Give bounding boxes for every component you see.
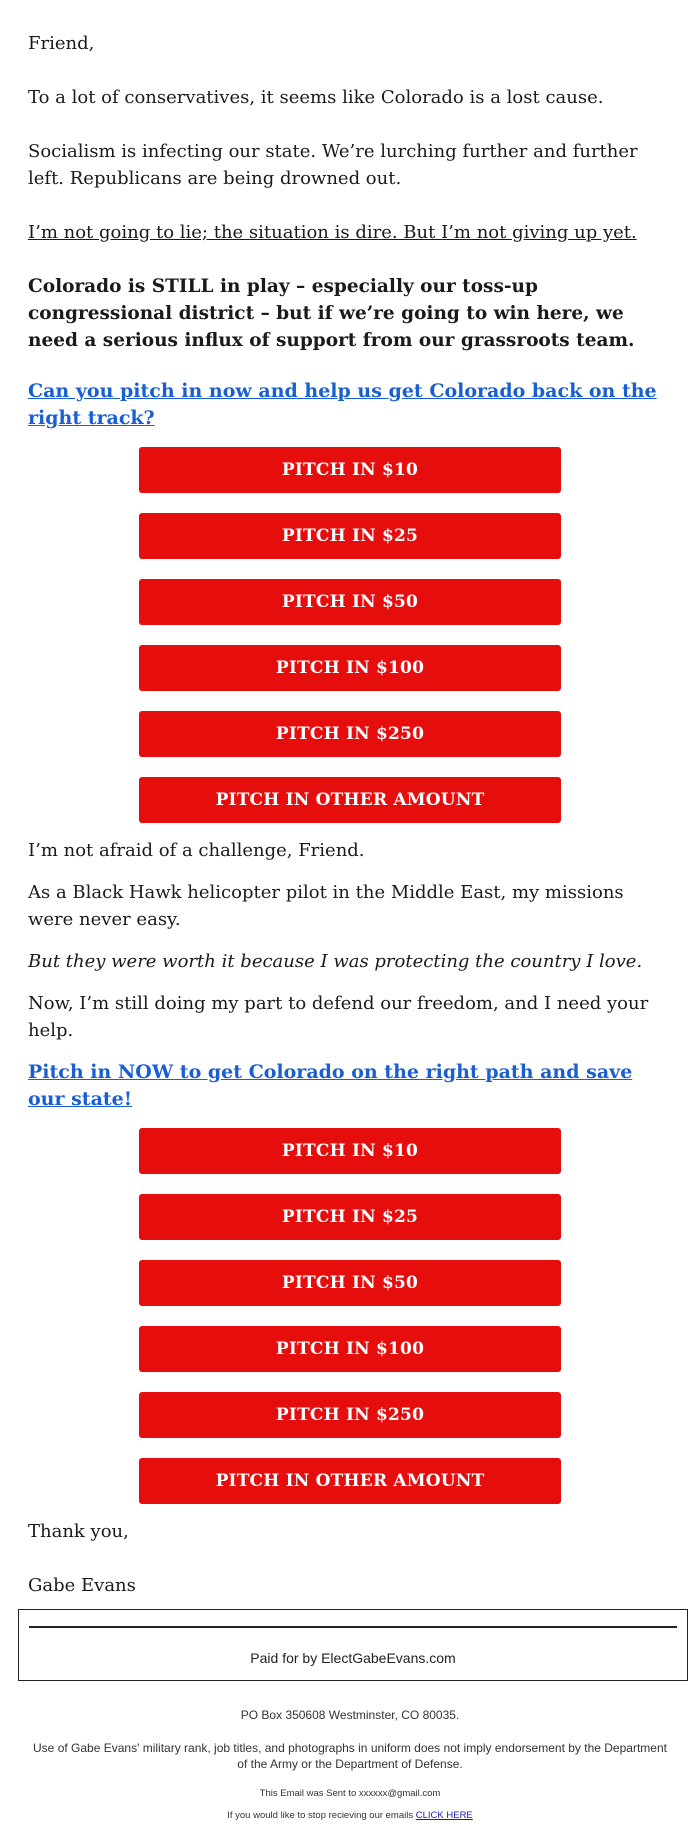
donate-10-button[interactable]: PITCH IN $10 [139, 1128, 561, 1174]
unsubscribe-text: If you would like to stop recieving our emails [227, 1810, 414, 1821]
donate-buttons-bottom [28, 1128, 672, 1524]
donate-100-button[interactable]: PITCH IN $100 [139, 1326, 561, 1372]
donate-25-button[interactable]: PITCH IN $25 [139, 513, 561, 559]
unsubscribe-line [0, 1810, 700, 1821]
donate-other-amount-button[interactable]: PITCH IN OTHER AMOUNT [139, 1458, 561, 1504]
mailing-address: PO Box 350608 Westminster, CO 80035. [240, 1708, 460, 1722]
donate-link-bottom[interactable]: Pitch in NOW to get Colorado on the right path and save our state! [28, 1061, 633, 1110]
paragraph-need-help: Now, I’m still doing my part to defend our freedom, and I need your help. [28, 993, 649, 1041]
paid-for-text: Paid for by ElectGabeEvans.com [250, 1650, 456, 1666]
unsubscribe-link[interactable]: CLICK HERE [415, 1810, 473, 1821]
paragraph-still-in-play: Colorado is STILL in play – especially our toss-up congressional district – but if we’re going to win here, we need a serious influx of support from our grassroots team. [28, 276, 635, 351]
donate-10-button[interactable]: PITCH IN $10 [139, 447, 561, 493]
donate-buttons-top [28, 447, 672, 843]
donate-link-top[interactable]: Can you pitch in now and help us get Colorado back on the right track? [28, 380, 657, 429]
paragraph-socialism: Socialism is infecting our state. We’re lurching further and further left. Republicans are being drowned out. [28, 141, 638, 189]
donate-50-button[interactable]: PITCH IN $50 [139, 579, 561, 625]
paragraph-situation-dire: I’m not going to lie; the situation is dire. But I’m not giving up yet. [28, 222, 637, 243]
disclaimer: Use of Gabe Evans' military rank, job titles, and photographs in uniform does not imply endorsement by the Department of the Army or the Department of Defense. [33, 1741, 667, 1771]
donate-other-amount-button[interactable]: PITCH IN OTHER AMOUNT [139, 777, 561, 823]
paragraph-challenge: I’m not afraid of a challenge, Friend. [28, 840, 365, 861]
greeting: Friend, [28, 33, 95, 54]
sent-to-notice: This Email was Sent to xxxxxx@gmail.com [259, 1788, 441, 1799]
donate-50-button[interactable]: PITCH IN $50 [139, 1260, 561, 1306]
paragraph-lost-cause: To a lot of conservatives, it seems like Colorado is a lost cause. [28, 87, 604, 108]
paid-for-box [18, 1609, 688, 1681]
closing: Thank you, [28, 1521, 129, 1542]
donate-250-button[interactable]: PITCH IN $250 [139, 1392, 561, 1438]
divider [29, 1626, 677, 1628]
signature: Gabe Evans [28, 1575, 136, 1596]
paragraph-worth-it: But they were worth it because I was protecting the country I love. [28, 951, 643, 972]
donate-100-button[interactable]: PITCH IN $100 [139, 645, 561, 691]
donate-250-button[interactable]: PITCH IN $250 [139, 711, 561, 757]
paragraph-black-hawk: As a Black Hawk helicopter pilot in the Middle East, my missions were never easy. [28, 882, 624, 930]
donate-25-button[interactable]: PITCH IN $25 [139, 1194, 561, 1240]
